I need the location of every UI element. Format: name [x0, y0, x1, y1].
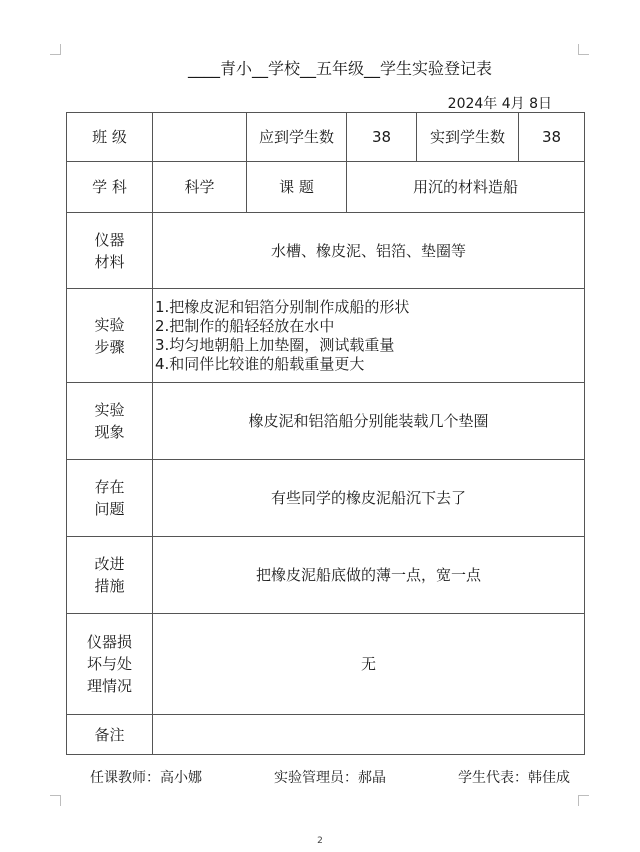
experiment-register-table [66, 112, 585, 755]
expected-students-value: 38 [347, 113, 417, 162]
phenomenon-label: 实验 现象 [67, 383, 153, 460]
table-row-problems [67, 460, 585, 537]
lesson-label: 课 题 [247, 162, 347, 213]
table-row-remarks [67, 715, 585, 755]
lesson-value: 用沉的材料造船 [347, 162, 585, 213]
teacher-signature: 任课教师：高小娜 [90, 770, 202, 786]
table-row-subject [67, 162, 585, 213]
improvements-label: 改进 措施 [67, 537, 153, 614]
remarks-value [153, 715, 585, 755]
damage-value: 无 [153, 614, 585, 715]
record-date: 2024年 4月 8日 [447, 96, 552, 112]
damage-label: 仪器损 坏与处 理情况 [67, 614, 153, 715]
actual-students-label: 实到学生数 [417, 113, 519, 162]
materials-value: 水槽、橡皮泥、铝箔、垫圈等 [153, 213, 585, 289]
page-number: 2 [317, 836, 323, 846]
crop-mark-bottom-right [578, 795, 589, 806]
crop-mark-top-right [578, 44, 589, 55]
table-row-phenomenon [67, 383, 585, 460]
table-row-materials [67, 213, 585, 289]
signature-footer [90, 767, 570, 787]
expected-students-label: 应到学生数 [247, 113, 347, 162]
phenomenon-value: 橡皮泥和铝箔船分别能装载几个垫圈 [153, 383, 585, 460]
materials-label: 仪器 材料 [67, 213, 153, 289]
crop-mark-top-left [50, 44, 61, 55]
step-item-2: 2.把制作的船轻轻放在水中 [155, 316, 335, 335]
problems-value: 有些同学的橡皮泥船沉下去了 [153, 460, 585, 537]
class-value [153, 113, 247, 162]
lab-admin-signature: 实验管理员：郝晶 [274, 770, 386, 786]
crop-mark-bottom-left [50, 795, 61, 806]
actual-students-value: 38 [519, 113, 585, 162]
problems-label: 存在 问题 [67, 460, 153, 537]
class-label: 班 级 [67, 113, 153, 162]
table-row-improvements [67, 537, 585, 614]
subject-label: 学 科 [67, 162, 153, 213]
table-row-class [67, 113, 585, 162]
table-row-damage [67, 614, 585, 715]
steps-list [153, 289, 585, 383]
table-row-steps [67, 289, 585, 383]
subject-value: 科学 [153, 162, 247, 213]
document-title: ____青小__学校__五年级__学生实验登记表 [187, 59, 492, 78]
step-item-1: 1.把橡皮泥和铝箔分别制作成船的形状 [155, 297, 410, 316]
improvements-value: 把橡皮泥船底做的薄一点，宽一点 [153, 537, 585, 614]
step-item-3: 3.均匀地朝船上加垫圈，测试载重量 [155, 335, 395, 354]
remarks-label: 备注 [67, 715, 153, 755]
steps-label: 实验 步骤 [67, 289, 153, 383]
step-item-4: 4.和同伴比较谁的船载重量更大 [155, 354, 365, 373]
student-rep-signature: 学生代表：韩佳成 [458, 770, 570, 786]
